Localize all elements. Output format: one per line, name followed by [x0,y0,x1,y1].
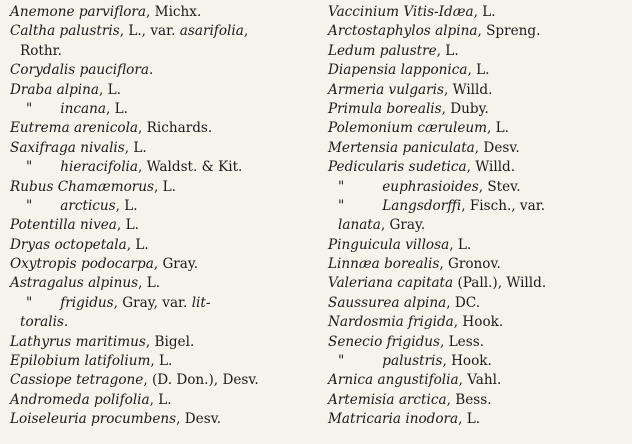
genus-name: Primula [328,100,383,117]
genus-name: Oxytropis [10,256,77,273]
species-epithet: inodora [405,411,459,428]
author-citation: , L. [116,217,139,234]
genus-name: Matricaria [328,411,402,428]
species-epithet: Chamæmorus [57,178,154,195]
author-citation: , L. [150,353,173,370]
species-epithet: palustre [379,42,437,59]
author-citation: , L. [487,120,510,137]
species-epithet: capitata [397,275,454,292]
species-entry [10,255,320,274]
species-entry [10,158,320,177]
author-citation: , Less. [440,333,485,350]
genus-name: Diapensia [328,62,397,79]
genus-name: Artemisia [328,391,395,408]
species-entry [10,371,320,390]
genus-name: Pedicularis [328,159,405,176]
author-citation: , L. [105,100,128,117]
species-entry [10,178,320,197]
species-epithet: frigidus [60,294,114,311]
genus-name: Rubus [10,178,54,195]
author-citation: , Hook. [442,353,492,370]
author-citation: , Waldst. & Kit. [138,159,243,176]
species-entry [328,197,628,216]
species-epithet: hieracifolia [60,159,138,176]
variety-epithet: asarifolia [179,23,244,40]
genus-name: Caltha [10,23,56,40]
species-entry [10,236,320,255]
genus-name: Lathyrus [10,333,72,350]
species-epithet: palustris [59,23,120,40]
author-citation: , L. [449,236,472,253]
species-entry [10,3,320,22]
species-epithet: alpina [435,23,478,40]
species-epithet: frigida [408,314,454,331]
species-entry [328,410,628,429]
species-entry [10,119,320,138]
genus-name: Valeriana [328,275,393,292]
author-citation: , Gronov. [439,256,501,273]
species-epithet: sudetica [408,159,467,176]
genus-name: Pinguicula [328,236,401,253]
species-epithet: palustris [382,353,443,370]
species-entry [328,158,628,177]
genus-name: Armeria [328,81,385,98]
species-epithet: alpina [403,294,447,311]
author-citation: , DC. [446,294,481,311]
ditto-mark: " [26,197,33,214]
genus-name: Mertensia [328,139,399,156]
author-citation: , L. [99,81,122,98]
author-citation: , L. [473,4,496,20]
species-entry [328,100,628,119]
author-citation: , Vahl. [458,372,502,389]
species-epithet: borealis [386,100,442,117]
genus-name: Vaccinium [328,4,399,20]
species-epithet: toralis [20,314,64,331]
genus-name: Cassiope [10,372,72,389]
species-entry [10,100,320,119]
author-citation: , Gray. [380,217,426,234]
genus-name: Arctostaphylos [328,23,431,40]
genus-name: Senecio [328,333,383,350]
genus-name: Linnæa [328,256,380,273]
species-entry [10,294,320,313]
species-entry [328,274,628,293]
species-entry [328,42,628,61]
species-epithet: euphrasioides [382,178,479,195]
species-epithet: arenicola [74,120,139,137]
author-citation: . [148,62,154,79]
species-entry [328,255,628,274]
species-epithet: nivea [79,217,117,234]
left-species-column [10,3,320,430]
author-citation: , Willd. [466,159,516,176]
species-epithet: lanata [338,217,381,234]
species-entry [328,22,628,41]
species-entry [10,22,320,41]
author-citation: , Gray, var. [113,294,192,311]
species-entry [10,61,320,80]
author-citation: , Gray. [153,256,199,273]
genus-name: Arnica [328,372,374,389]
author-citation: , Bigel. [145,333,195,350]
species-epithet: cæruleum [417,120,488,137]
species-epithet: vulgaris [388,81,444,98]
author-citation: , Richards. [138,120,213,137]
author-citation: , L. [124,139,147,156]
species-epithet: maritimus [75,333,146,350]
right-species-column [328,3,628,430]
species-epithet: Langsdorffi [382,197,462,214]
author-citation: Rothr. [20,42,62,59]
species-epithet: Vitis-Idæa [403,4,474,20]
species-epithet: alpina [56,81,100,98]
ditto-mark: " [26,100,33,117]
author-citation: , L. [458,411,481,428]
species-epithet: alpinus [88,275,139,292]
species-epithet: arctica [398,391,447,408]
species-entry [328,371,628,390]
entry-punctuation: , [243,23,249,40]
genus-name: Epilobium [10,353,81,370]
species-epithet: latifolium [84,353,151,370]
species-epithet: villosa [405,236,450,253]
species-entry [10,197,320,216]
author-citation: , Spreng. [477,23,541,40]
genus-name: Corydalis [10,62,76,79]
genus-name: Eutrema [10,120,70,137]
author-citation: , L. [154,178,176,195]
author-citation: , L. [115,197,138,214]
ditto-mark: " [338,353,345,370]
species-epithet: parviflora [78,4,147,20]
author-citation: , L. [138,275,161,292]
author-citation: , Duby. [441,100,489,117]
author-citation: , Bess. [446,391,492,408]
ditto-mark: " [26,294,33,311]
genus-name: Saussurea [328,294,400,311]
author-citation: , Fisch., var. [461,197,546,214]
species-epithet: nivalis [80,139,125,156]
species-entry [328,61,628,80]
species-entry [10,410,320,429]
species-epithet: podocarpa [81,256,154,273]
author-citation: , L. [467,62,490,79]
author-citation: , L. [149,391,172,408]
genus-name: Potentilla [10,217,76,234]
species-epithet: angustifolia [377,372,459,389]
species-entry [10,216,320,235]
species-entry [10,313,320,332]
species-epithet: frigidus [386,333,441,350]
species-epithet: polifolia [94,391,150,408]
species-epithet: pauciflora [79,62,149,79]
species-epithet: arcticus [60,197,116,214]
species-epithet: paniculata [402,139,475,156]
ditto-mark: " [26,159,33,176]
genus-name: Ledum [328,42,376,59]
species-entry [10,333,320,352]
species-epithet: incana [60,100,106,117]
species-entry [328,139,628,158]
species-entry [10,42,320,61]
variety-epithet: lit- [191,294,211,311]
author-citation: , Hook. [453,314,504,331]
author-citation: , Desv. [474,139,520,156]
species-epithet: octopetala [54,236,127,253]
genus-name: Anemone [10,4,75,20]
genus-name: Draba [10,81,53,98]
species-entry [10,352,320,371]
species-entry [10,274,320,293]
species-entry [328,313,628,332]
species-entry [10,139,320,158]
genus-name: Dryas [10,236,51,253]
ditto-mark: " [338,178,345,195]
species-epithet: lapponica [400,62,468,79]
genus-name: Andromeda [10,391,90,408]
genus-name: Astragalus [10,275,84,292]
genus-name: Loiseleuria [10,411,87,428]
species-entry [328,391,628,410]
author-citation: . [63,314,69,331]
genus-name: Nardosmia [328,314,404,331]
species-entry [10,81,320,100]
genus-name: Saxifraga [10,139,76,156]
species-epithet: tetragone [76,372,144,389]
species-entry [328,178,628,197]
species-entry [328,119,628,138]
species-entry [328,236,628,255]
species-epithet: borealis [384,256,440,273]
author-citation: , L., var. [119,23,180,40]
species-entry [328,3,628,22]
species-epithet: procumbens [91,411,177,428]
species-entry [328,294,628,313]
species-entry [328,216,628,235]
author-citation: , Stev. [478,178,521,195]
species-entry [328,333,628,352]
author-citation: , L. [436,42,459,59]
species-entry [328,352,628,371]
genus-name: Polemonium [328,120,413,137]
species-entry [10,391,320,410]
ditto-mark: " [338,197,345,214]
author-citation: , (D. Don.), Desv. [143,372,259,389]
author-citation: , L. [126,236,149,253]
author-citation: , Willd. [443,81,493,98]
author-citation: , Desv. [176,411,222,428]
species-entry [328,81,628,100]
author-citation: (Pall.), Willd. [453,275,547,292]
author-citation: , Michx. [146,4,202,20]
